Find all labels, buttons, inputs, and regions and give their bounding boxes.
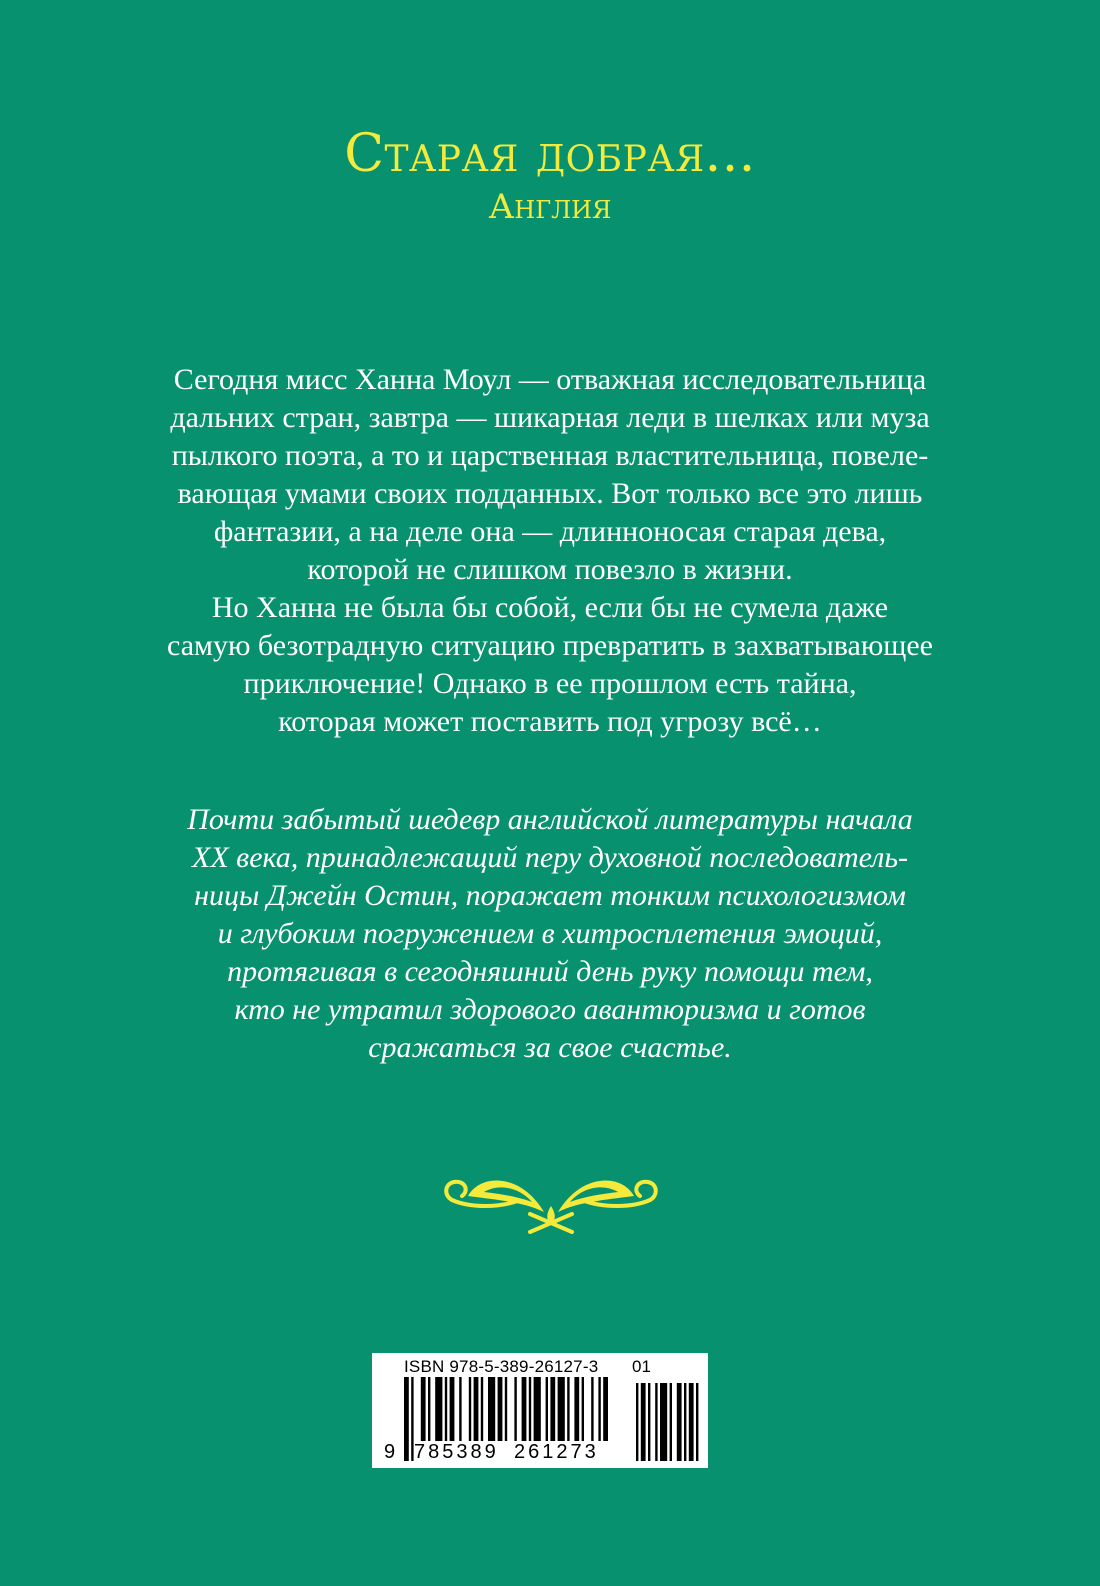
barcode-bar [404,1377,409,1461]
barcode-bar [522,1377,527,1441]
blurb-line: вающая умами своих подданных. Вот только все это лишь [177,477,923,510]
barcode-bar [469,1377,471,1441]
addon-code: 01 [632,1357,651,1376]
barcode-bar [481,1377,483,1441]
tagline-line: XX века, принадлежащий перу духовной последователь- [192,841,908,874]
tagline-line: ницы Джейн Остин, поражает тонким психологизмом [194,879,906,912]
barcode-first-digit: 9 [384,1441,396,1463]
series-title-line2: Англия [488,187,612,227]
tagline-line: сражаться за свое счастье. [368,1031,732,1064]
barcode-left-digits: 785389 [414,1441,499,1463]
barcode-bar [591,1377,593,1441]
blurb-line: приключение! Однако в ее прошлом есть тайна, [243,667,857,700]
blurb-line: Но Ханна не была бы собой, если бы не сумела даже [211,591,889,624]
barcode-bar [582,1377,584,1441]
barcode-bar [428,1377,430,1441]
addon-bar [655,1383,657,1461]
blurb-line: Сегодня мисс Ханна Моул — отважная исследовательница [173,363,927,396]
blurb-line: пылкого поэта, а то и царственная властительница, повеле- [171,439,929,472]
series-title-line1: Старая добрая... [344,124,756,184]
barcode-bar [546,1377,548,1441]
barcode-bar [445,1377,447,1441]
leaf-ornament-icon [440,1172,662,1234]
barcode-bar [514,1377,516,1441]
addon-bar [636,1383,638,1461]
barcode-bar [498,1377,503,1441]
barcode-bar [529,1377,531,1441]
addon-bar [660,1383,667,1461]
barcode-bar [474,1377,479,1441]
barcode-bar [567,1377,569,1441]
tagline-line: кто не утратил здорового авантюризма и готов [234,993,866,1026]
barcode-bar [598,1377,600,1441]
barcode-bar [488,1377,495,1441]
barcode-right-digits: 261273 [514,1441,599,1463]
barcode-bar [603,1377,608,1441]
barcode-bar [459,1377,461,1441]
tagline-line: Почти забытый шедевр английской литературы начала [187,803,913,836]
addon-bar [689,1383,694,1461]
blurb-line: которая может поставить под угрозу всё… [278,705,822,738]
addon-bar [648,1383,650,1461]
blurb-line: которой не слишком повезло в жизни. [307,553,793,586]
series-title [0,124,1100,227]
addon-bar [684,1383,686,1461]
barcode-bar [574,1377,579,1441]
barcode-bar [435,1377,442,1441]
addon-bar [641,1383,646,1461]
barcode-bar [505,1377,507,1441]
blurb-line: самую безотрадную ситуацию превратить в захватывающее [167,629,933,662]
tagline-line: протягивая в сегодняшний день руку помощи тем, [227,955,873,988]
isbn-barcode [372,1353,708,1468]
tagline-line: и глубоким погружением в хитросплетения эмоций, [217,917,883,950]
blurb-text [100,361,1000,741]
blurb-line: дальних стран, завтра — шикарная леди в шелках или муза [170,401,930,434]
barcode-bar [450,1377,455,1441]
blurb-line: фантазии, а на деле она — длинноносая старая дева, [213,515,887,548]
addon-bar [677,1383,682,1461]
tagline-text [100,801,1000,1067]
isbn-label: ISBN 978-5-389-26127-3 [404,1357,599,1376]
barcode-bar [550,1377,555,1441]
barcode-bar [558,1377,565,1441]
barcode-bar [421,1377,426,1441]
addon-bar [696,1383,698,1461]
addon-bar [670,1383,672,1461]
